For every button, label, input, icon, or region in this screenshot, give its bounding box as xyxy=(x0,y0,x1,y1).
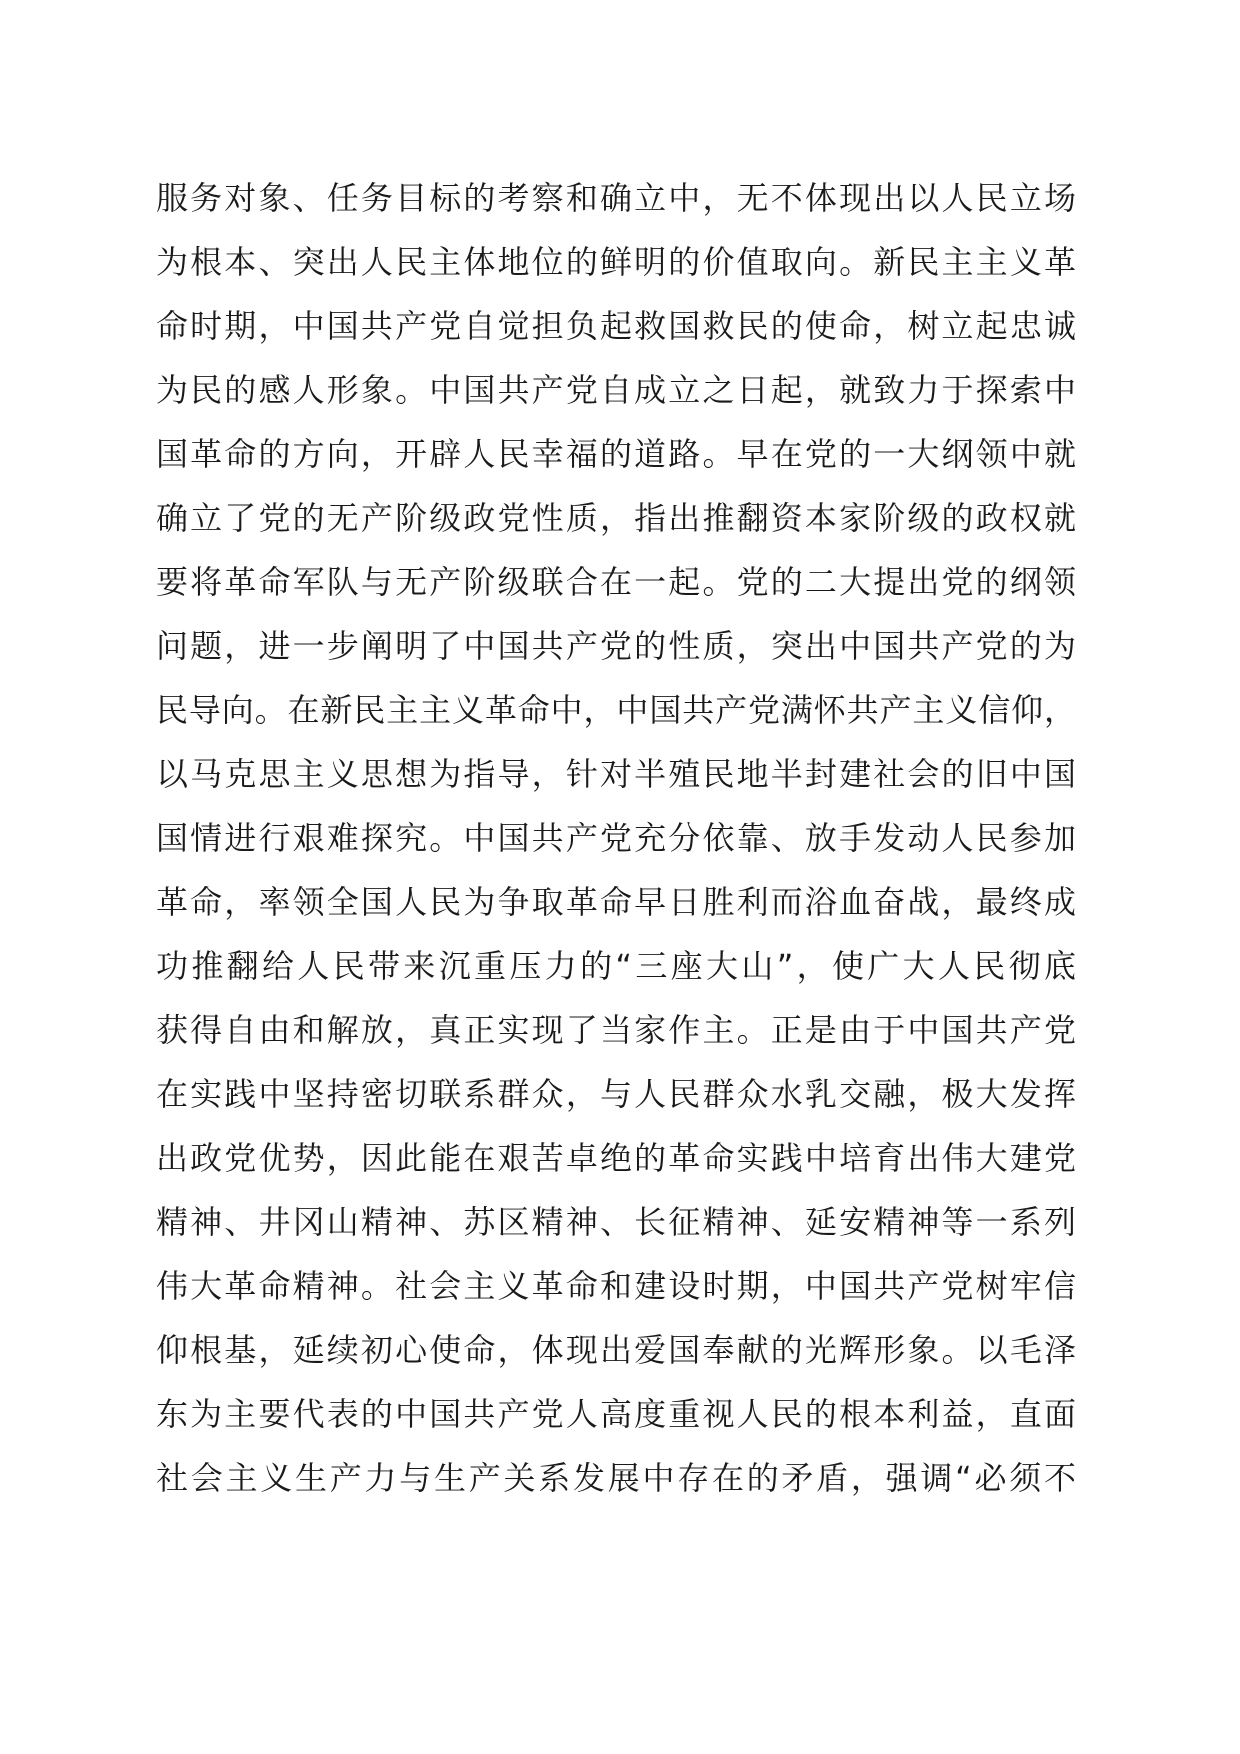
body-text xyxy=(156,166,1076,1510)
text-line-13: 功推翻给人民带来沉重压力的“三座大山”，使广大人民彻底 xyxy=(156,947,1076,985)
text-line-7: 要将革命军队与无产阶级联合在一起。党的二大提出党的纲领 xyxy=(156,563,1076,601)
text-line-19: 仰根基，延续初心使命，体现出爱国奉献的光辉形象。以毛泽 xyxy=(156,1331,1076,1369)
text-line-17: 精神、井冈山精神、苏区精神、长征精神、延安精神等一系列 xyxy=(156,1203,1076,1241)
text-line-10: 以马克思主义思想为指导，针对半殖民地半封建社会的旧中国 xyxy=(156,755,1076,793)
text-line-15: 在实践中坚持密切联系群众，与人民群众水乳交融，极大发挥 xyxy=(156,1075,1076,1113)
text-line-4: 为民的感人形象。中国共产党自成立之日起，就致力于探索中 xyxy=(156,371,1076,409)
text-line-18: 伟大革命精神。社会主义革命和建设时期，中国共产党树牢信 xyxy=(156,1267,1076,1305)
text-line-20: 东为主要代表的中国共产党人高度重视人民的根本利益，直面 xyxy=(156,1395,1076,1433)
text-line-21: 社会主义生产力与生产关系发展中存在的矛盾，强调“必须不 xyxy=(156,1459,1076,1497)
text-line-2: 为根本、突出人民主体地位的鲜明的价值取向。新民主主义革 xyxy=(156,243,1076,281)
text-line-5: 国革命的方向，开辟人民幸福的道路。早在党的一大纲领中就 xyxy=(156,435,1076,473)
text-line-16: 出政党优势，因此能在艰苦卓绝的革命实践中培育出伟大建党 xyxy=(156,1139,1076,1177)
text-line-3: 命时期，中国共产党自觉担负起救国救民的使命，树立起忠诚 xyxy=(156,307,1076,345)
text-line-11: 国情进行艰难探究。中国共产党充分依靠、放手发动人民参加 xyxy=(156,819,1076,857)
text-line-14: 获得自由和解放，真正实现了当家作主。正是由于中国共产党 xyxy=(156,1011,1076,1049)
text-line-6: 确立了党的无产阶级政党性质，指出推翻资本家阶级的政权就 xyxy=(156,499,1076,537)
text-line-12: 革命，率领全国人民为争取革命早日胜利而浴血奋战，最终成 xyxy=(156,883,1076,921)
text-line-1: 服务对象、任务目标的考察和确立中，无不体现出以人民立场 xyxy=(156,179,1076,217)
text-line-8: 问题，进一步阐明了中国共产党的性质，突出中国共产党的为 xyxy=(156,627,1076,665)
text-line-9: 民导向。在新民主主义革命中，中国共产党满怀共产主义信仰， xyxy=(156,691,1076,729)
